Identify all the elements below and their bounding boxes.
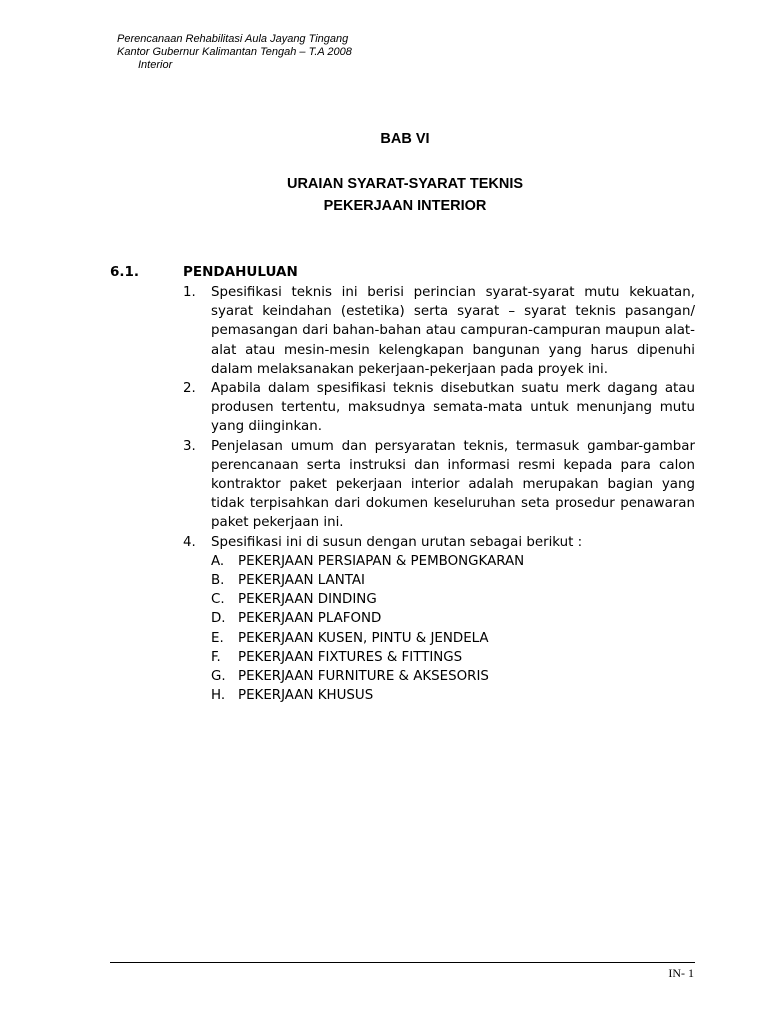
list-item-text: Spesifikasi teknis ini berisi perincian syarat-syarat mutu kekuatan, syarat keindahan (estetika) serta syarat – syarat teknis pasangan/ pemasangan dari bahan-bahan atau campuran-campuran maupun alat-alat atau mesin-mesin kelengkapan bangunan yang harus dipenuhi dalam melaksanakan pekerjaan-pekerjaan pada proyek ini. — [211, 285, 695, 377]
chapter-title-line2: PEKERJAAN INTERIOR — [323, 198, 487, 214]
sub-item-text: PEKERJAAN DINDING — [238, 592, 377, 608]
sub-list-item — [211, 629, 695, 648]
running-header — [117, 33, 352, 72]
header-section: Interior — [138, 59, 173, 71]
sub-item-letter: H. — [211, 688, 226, 704]
sub-item-letter: G. — [211, 669, 226, 685]
sub-item-text: PEKERJAAN FIXTURES & FITTINGS — [238, 649, 463, 665]
chapter-label: BAB VI — [380, 131, 430, 147]
list-item-text: Spesifikasi ini di susun dengan urutan sebagai berikut : — [211, 534, 583, 550]
list-item-text: Apabila dalam spesifikasi teknis disebutkan suatu merk dagang atau produsen tertentu, maksudnya semata-mata untuk menunjang mutu yang diinginkan. — [211, 381, 695, 435]
list-item — [183, 379, 695, 437]
sub-list-item — [211, 552, 695, 571]
section-title: PENDAHULUAN — [183, 264, 298, 280]
sub-item-letter: E. — [211, 630, 224, 646]
sub-item-text: PEKERJAAN PLAFOND — [238, 611, 382, 627]
list-item — [183, 437, 695, 533]
section-number: 6.1. — [110, 264, 140, 280]
work-order-list — [211, 552, 695, 706]
list-item-number: 3. — [183, 438, 196, 454]
list-item-number: 1. — [183, 285, 196, 300]
chapter-title-line1: URAIAN SYARAT-SYARAT TEKNIS — [286, 176, 524, 192]
page-number: IN- 1 — [668, 966, 694, 980]
list-item-number: 2. — [183, 381, 196, 397]
sub-item-text: PEKERJAAN KUSEN, PINTU & JENDELA — [238, 630, 489, 646]
sub-list-item — [211, 667, 695, 686]
sub-list-item — [211, 648, 695, 667]
sub-list-item — [211, 609, 695, 628]
sub-list-item — [211, 571, 695, 590]
sub-item-text: PEKERJAAN LANTAI — [238, 573, 365, 589]
sub-item-text: PEKERJAAN PERSIAPAN & PEMBONGKARAN — [238, 553, 525, 569]
sub-list-item — [211, 590, 695, 609]
list-item-text: Penjelasan umum dan persyaratan teknis, termasuk gambar-gambar perencanaan serta instruksi dan informasi resmi kepada para calon kontraktor paket pekerjaan interior adalah merupakan bagian yang tidak terpisahkan dari dokumen keseluruhan seta prosedur penawaran paket pekerjaan ini. — [211, 438, 695, 531]
sub-item-text: PEKERJAAN KHUSUS — [238, 688, 374, 704]
sub-list-item — [211, 686, 695, 705]
sub-item-letter: B. — [211, 573, 225, 589]
sub-item-text: PEKERJAAN FURNITURE & AKSESORIS — [238, 669, 489, 685]
footer-divider — [110, 962, 695, 963]
sub-item-letter: D. — [211, 611, 226, 627]
list-item — [183, 533, 695, 706]
section-item-list — [183, 283, 695, 705]
header-project-title: Perencanaan Rehabilitasi Aula Jayang Tingang — [117, 33, 349, 45]
list-item — [183, 283, 695, 379]
sub-item-letter: A. — [211, 553, 225, 569]
header-office: Kantor Gubernur Kalimantan Tengah – T.A 2008 — [117, 46, 352, 58]
sub-item-letter: F. — [211, 649, 221, 665]
sub-item-letter: C. — [211, 592, 225, 608]
list-item-number: 4. — [183, 534, 196, 550]
